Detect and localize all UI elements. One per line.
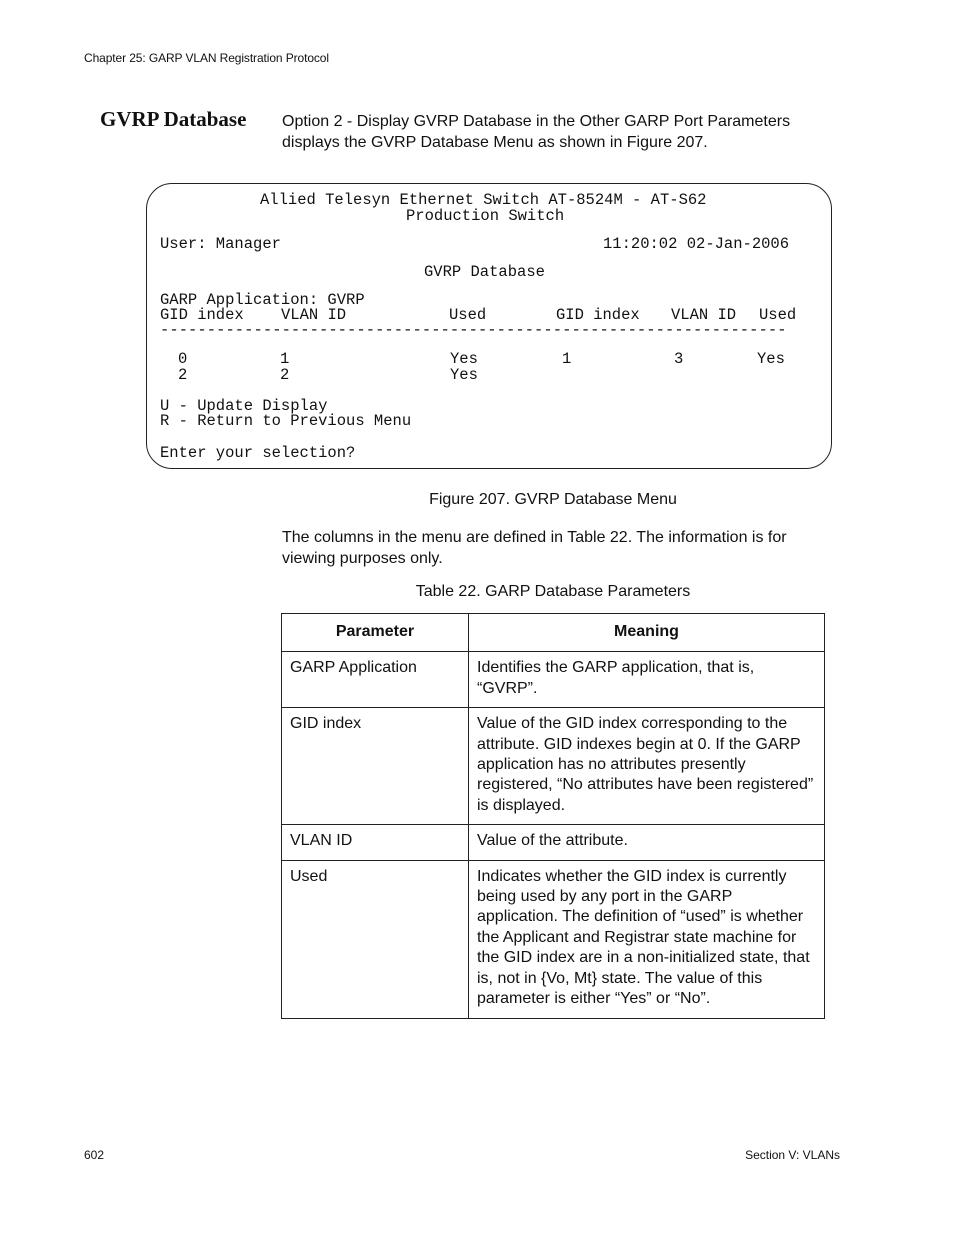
terminal-option-update: U - Update Display — [160, 397, 328, 415]
table-row — [282, 825, 825, 860]
col-header-used: Used — [449, 306, 487, 324]
param-cell: GID index — [282, 708, 469, 825]
terminal-menu-title: GVRP Database — [424, 263, 545, 281]
terminal-datetime: 11:20:02 02-Jan-2006 — [603, 235, 790, 253]
col-header-used-2: Used — [759, 306, 797, 324]
row2-vlan-id: 2 — [280, 366, 290, 384]
param-cell: Used — [282, 860, 469, 1018]
figure-caption: Figure 207. GVRP Database Menu — [429, 491, 677, 508]
row1-gid-index-2: 1 — [562, 350, 572, 368]
header-parameter: Parameter — [282, 614, 469, 652]
terminal-screen — [146, 183, 832, 469]
section-title: GVRP Database — [100, 107, 247, 131]
parameters-table — [281, 613, 825, 1019]
row1-gid-index: 0 — [178, 350, 188, 368]
row2-gid-index: 2 — [178, 366, 188, 384]
terminal-garp-app: GARP Application: GVRP — [160, 291, 365, 309]
meaning-cell: Value of the GID index corresponding to the attribute. GID indexes begin at 0. If the GARP application has no attributes presently registered, “No attributes have been registered” is displayed. — [469, 708, 825, 825]
table-row — [282, 860, 825, 1018]
table-row — [282, 652, 825, 708]
table-header-row — [282, 614, 825, 652]
meaning-cell: Identifies the GARP application, that is, “GVRP”. — [469, 652, 825, 708]
terminal-user: User: Manager — [160, 235, 281, 253]
table-caption: Table 22. GARP Database Parameters — [415, 583, 691, 600]
col-header-gid-index-2: GID index — [556, 306, 640, 324]
col-header-vlan-id-2: VLAN ID — [671, 306, 737, 324]
col-header-vlan-id: VLAN ID — [281, 306, 347, 324]
row1-vlan-id-2: 3 — [674, 350, 684, 368]
body-paragraph: The columns in the menu are defined in Table 22. The information is for viewing purposes only. — [282, 529, 787, 567]
terminal-title-line: Allied Telesyn Ethernet Switch AT-8524M - AT-S62 — [260, 191, 707, 209]
col-header-gid-index: GID index — [160, 306, 244, 324]
meaning-cell: Indicates whether the GID index is currently being used by any port in the GARP application. The definition of “used” is whether the Applicant and Registrar state machine for the GID index are in a non-initialized state, that is, not in {Vo, Mt} state. The value of this parameter is either “Yes” or “No”. — [469, 860, 825, 1018]
terminal-subtitle-line: Production Switch — [406, 207, 565, 225]
table-row — [282, 708, 825, 825]
row1-vlan-id: 1 — [280, 350, 290, 368]
param-cell: VLAN ID — [282, 825, 469, 860]
row1-used-2: Yes — [757, 350, 785, 368]
param-cell: GARP Application — [282, 652, 469, 708]
meaning-cell: Value of the attribute. — [469, 825, 825, 860]
terminal-separator: ------------------------------------------------------------------- — [160, 321, 787, 339]
row1-used: Yes — [450, 350, 478, 368]
running-header: Chapter 25: GARP VLAN Registration Protocol — [84, 51, 329, 65]
terminal-option-return: R - Return to Previous Menu — [160, 412, 412, 430]
page-number: 602 — [84, 1148, 105, 1162]
footer-section: Section V: VLANs — [745, 1148, 840, 1162]
row2-used: Yes — [450, 366, 478, 384]
header-meaning: Meaning — [469, 614, 825, 652]
intro-paragraph: Option 2 - Display GVRP Database in the Other GARP Port Parameters displays the GVRP Database Menu as shown in Figure 207. — [282, 113, 791, 151]
terminal-prompt: Enter your selection? — [160, 444, 356, 462]
